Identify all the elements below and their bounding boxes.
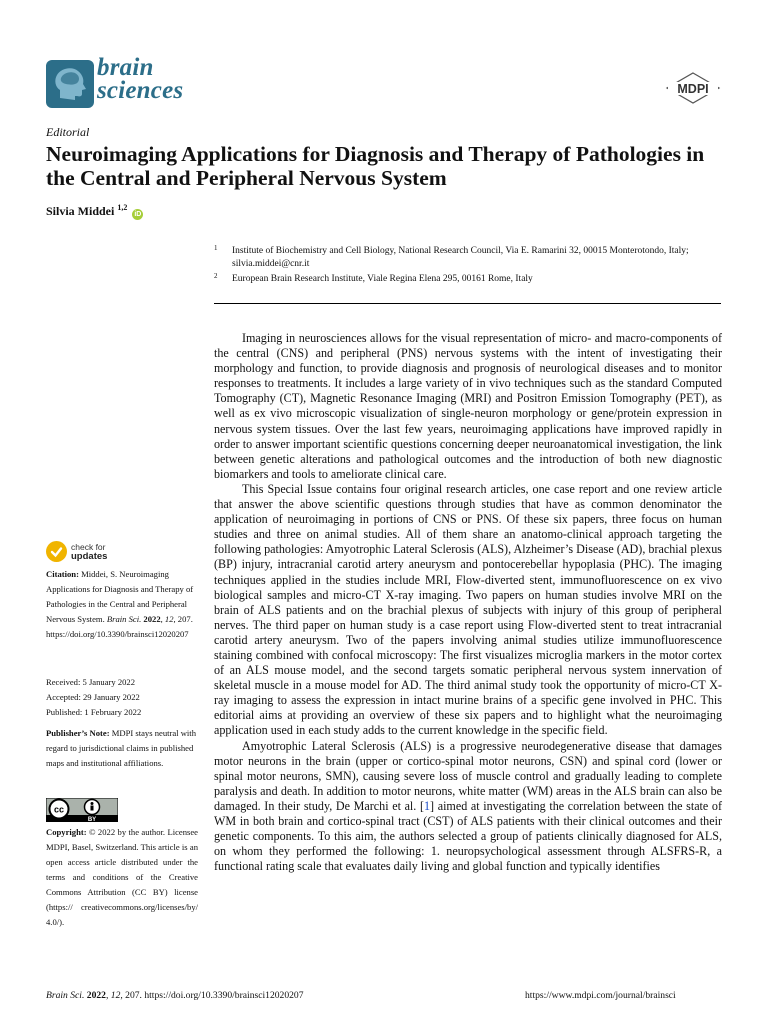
accepted-date: Accepted: 29 January 2022 bbox=[46, 692, 140, 702]
affiliation-text: Institute of Biochemistry and Cell Biology, National Research Council, Via E. Ramarini 32, 00015 Monterotondo, Italy; silvia.middei@cnr.it bbox=[232, 246, 689, 269]
footer-doi[interactable]: , 207. https://doi.org/10.3390/brainsci12020207 bbox=[120, 990, 304, 1001]
copyright-label: Copyright: bbox=[46, 827, 87, 837]
affiliation-2 bbox=[214, 273, 724, 286]
citation-text: Middei, S. Neuroimaging Applications for Diagnosis and Therapy of Pathologies in the Central and Peripheral Nervous System. bbox=[46, 569, 194, 624]
journal-name-line1: brain bbox=[97, 54, 154, 81]
footer-year: 2022 bbox=[86, 990, 106, 1001]
article-title: Neuroimaging Applications for Diagnosis and Therapy of Pathologies in the Central and Peripheral Nervous System bbox=[46, 142, 705, 190]
check-for-updates-button[interactable] bbox=[46, 541, 126, 565]
footer-citation: Brain Sci. 2022, 12, 207. https://doi.org/10.3390/brainsci12020207 bbox=[46, 990, 304, 1001]
author-name: Silvia Middei bbox=[46, 204, 115, 218]
check-updates-line2: updates bbox=[71, 551, 108, 562]
article-type: Editorial bbox=[46, 125, 90, 139]
paragraph-1: Imaging in neurosciences allows for the visual representation of micro- and macro-components of the central (CNS) and peripheral (PNS) nervous systems with the intent of investigating their morphology and function, to provide diagnosis and prognosis of neurological diseases and to monitor responses to treatments. It includes a large variety of in vivo techniques such as the standard Computed Tomography (CT), Magnetic Resonance Imaging (MRI) and Positron Emission Tomography (PET), as well as ex vivo microscopic visualization of single-neuron morphology or gene/protein expression in nervous system tissues. Over the last few years, neuroimaging applications have improved rapidly in order to answer important scientific questions concerning deeper neuroanatomical investigation, the link between genetic alterations and pathological outcomes and the introduction of both new diagnostic biomarkers and tools to ameliorate clinical care. bbox=[214, 331, 722, 481]
paragraph-3-start: Amyotrophic Lateral Sclerosis (ALS) is a progressive neurodegenerative disease that damages motor neurons in the brain (upper or cortico-spinal motor neurons, CSN) and spinal cord (lower or spinal motor neurons, SMN), causing severe loss of muscle control and gradually leading to complete paralysis and death. In addition to motor neurons, white matter (WM) areas in the ALS brain can also be damaged. In their study, De Marchi et al. [ bbox=[214, 738, 722, 813]
publisher-note-text: MDPI stays neutral with regard to jurisdictional claims in published maps and institutional affiliations. bbox=[46, 728, 196, 768]
brain-head-logo-icon bbox=[46, 60, 94, 108]
cc-by-text: BY bbox=[87, 817, 97, 822]
copyright-text: © 2022 by the author. Licensee MDPI, Basel, Switzerland. This article is an open access article distributed under the terms and conditions of the Creative Commons Attribution (CC BY) license (https:// creativecommons.org/licenses/by/ 4.0/). bbox=[46, 827, 198, 927]
journal-name bbox=[97, 56, 183, 102]
header-divider bbox=[214, 303, 721, 304]
affiliation-text: European Brain Research Institute, Viale Regina Elena 295, 00161 Rome, Italy bbox=[232, 274, 533, 284]
citation-volume: 12 bbox=[164, 614, 174, 624]
check-updates-line1: check for bbox=[71, 542, 106, 552]
received-date: Received: 5 January 2022 bbox=[46, 677, 136, 687]
publisher-note-block bbox=[46, 726, 198, 771]
dates-block bbox=[46, 675, 198, 720]
published-date: Published: 1 February 2022 bbox=[46, 707, 142, 717]
affiliation-number: 1 bbox=[214, 244, 218, 252]
paragraph-3 bbox=[214, 739, 722, 875]
paragraph-3-end: ] aimed at investigating the correlation between the state of WM in both brain and cortico-spinal tract (CST) of ALS patients with their clinical outcomes and their genetic components. To this aim, the authors selected a group of patients clinically diagnosed for ALS, on whom they performed the following: 1. neuropsychological assessment through ALSFRS-R, a functional rating scale that evaluates daily living and global function and typically identifies bbox=[214, 798, 722, 874]
reference-link[interactable]: 1 bbox=[423, 798, 431, 813]
citation-label: Citation: bbox=[46, 569, 79, 579]
journal-name-line2: sciences bbox=[97, 77, 184, 104]
paragraph-2: This Special Issue contains four original research articles, one case report and one review article that answer the above scientific questions through studies that have as common denominator the application of neuroimaging in portions of CNS or PNS. Of these six papers, three focus on human studies and three on animal studies. All of them share an anatomo-clinical approach targeting the following pathologies: Amyotrophic Lateral Sclerosis (ALS), Alzheimer’s Disease (AD), brachial plexus (BP) injury, intracranial carotid artery aneurysm and pontocerebellar hypoplasia (PHC). The imaging techniques applied in the studies include MRI, Flow-diverted stent, immunofluorescence on ex vivo biological samples and micro-CT X-ray imaging. Two papers on human studies involve MRI on the brain of ALS patients and on the brachial plexus of subjects with injury of this group of peripheral nerves. The third paper on human study is a case report using Flow-diverted stent to treat intracranial carotid artery aneurysm. Two of the papers involving animal studies utilize immunofluorescence staining combined with confocal microscopy: The first visualizes microglia markers in the motor cortex of an ALS mouse model, and the second targets somatic peripheral nervous system innervation of skeletal muscle in a mouse model for AD. The third animal study took the opportunity of micro-CT X-ray imaging to assess the expression in intact murine brains of a specific gene involved in PHC. This editorial aims at providing an overview of these six papers and to highlight what the neuroimaging application used in each study adds to the current knowledge in the specific field. bbox=[214, 481, 722, 738]
orcid-icon[interactable]: iD bbox=[134, 211, 142, 218]
mdpi-logo-icon bbox=[665, 72, 721, 104]
article-body bbox=[214, 331, 722, 874]
footer-journal-url[interactable]: https://www.mdpi.com/journal/brainsci bbox=[525, 990, 676, 1001]
copyright-block bbox=[46, 825, 198, 930]
citation-journal: Brain Sci. bbox=[106, 614, 142, 624]
author-affiliation-sup: 1,2 bbox=[117, 203, 128, 212]
citation-block: Citation: Middei, S. Neuroimaging Applications for Diagnosis and Therapy of Pathologies in the Central and Peripheral Nervous System. Brain Sci. 2022, 12, 207. https://doi.org/10.3390/brainsci12020207 bbox=[46, 569, 194, 639]
affiliation-number: 2 bbox=[214, 272, 218, 280]
footer-journal: Brain Sci. bbox=[46, 990, 85, 1001]
publisher-name: MDPI bbox=[677, 82, 709, 96]
cc-by-license-icon[interactable] bbox=[46, 798, 118, 822]
affiliation-1 bbox=[214, 245, 724, 271]
publisher-note-label: Publisher’s Note: bbox=[46, 728, 110, 738]
citation-doi[interactable]: , 207. https://doi.org/10.3390/brainsci12020207 bbox=[46, 614, 193, 639]
author-line bbox=[46, 203, 143, 220]
check-updates-icon bbox=[46, 541, 67, 562]
svg-text:cc: cc bbox=[53, 804, 65, 815]
footer-volume: 12 bbox=[110, 990, 121, 1001]
citation-year: 2022 bbox=[143, 614, 161, 624]
